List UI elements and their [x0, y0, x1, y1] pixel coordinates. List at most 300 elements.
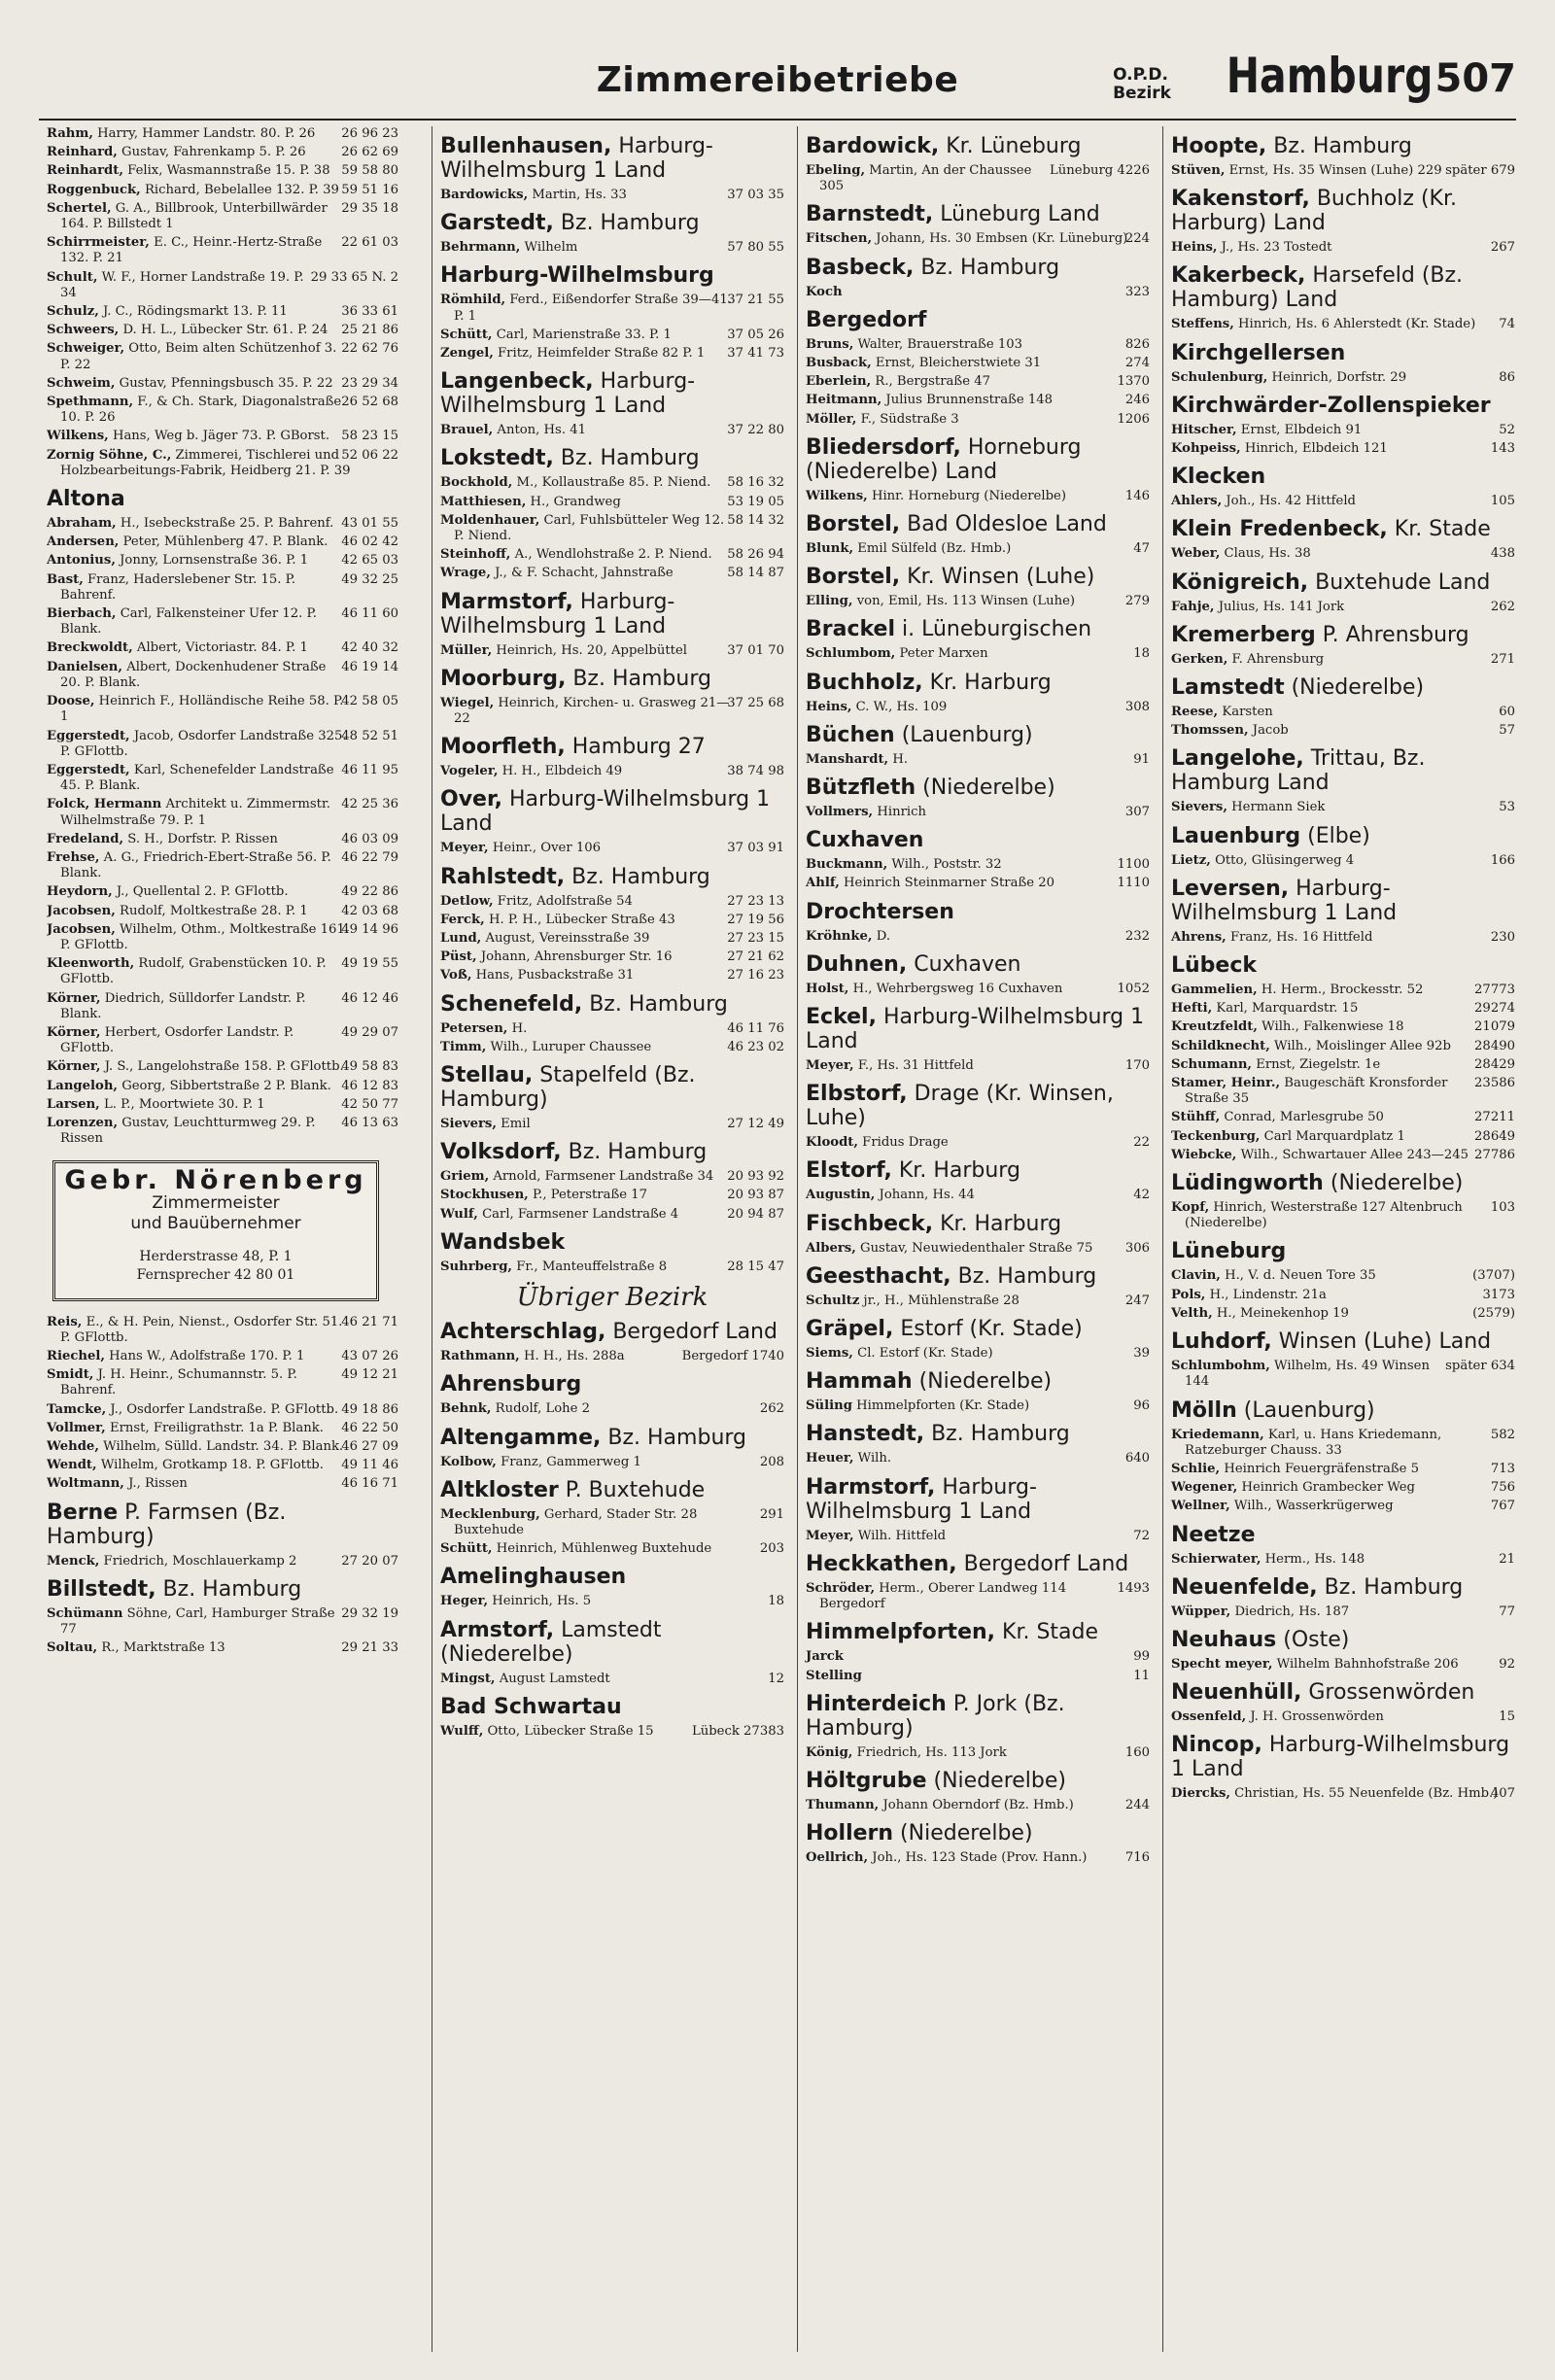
directory-entry	[1171, 853, 1515, 869]
entry-address: Christian, Hs. 55 Neuenfelde (Bz. Hmb.)	[1234, 1786, 1499, 1802]
entry-name: Schlie,	[1171, 1461, 1221, 1476]
directory-entry	[47, 1402, 398, 1418]
phone-number: 271	[1490, 651, 1515, 667]
entry-name: Meyer,	[440, 841, 489, 856]
entry-address: Hinrich, Elbdeich 121	[1244, 441, 1388, 457]
entry-name: Gerken,	[1171, 651, 1228, 667]
entry-address: Wilh., Falkenwiese 18	[1261, 1019, 1404, 1035]
directory-entry	[47, 145, 398, 160]
entry-address: Heinrich F., Holländische Reihe 58. P. 1	[60, 694, 344, 725]
locality-region: (Lauenburg)	[901, 722, 1033, 747]
directory-entry	[47, 429, 398, 444]
phone-number: 42 50 77	[341, 1096, 398, 1112]
entry-name: Velth,	[1171, 1305, 1213, 1321]
entry-name: Schildknecht,	[1171, 1038, 1270, 1053]
locality-heading	[440, 865, 784, 889]
entry-address: Heinrich, Hs. 20, Appelbüttel	[496, 642, 687, 658]
locality-heading	[1171, 623, 1515, 647]
phone-number: 37 03 35	[727, 188, 784, 202]
phone-number: 46 11 60	[341, 606, 398, 622]
directory-entry	[806, 374, 1150, 390]
entry-name: Kleenworth,	[47, 956, 135, 972]
entry-address: Ernst, Bleicherstwiete 31	[875, 356, 1042, 371]
directory-entry	[47, 516, 398, 532]
directory-entry	[440, 696, 784, 727]
entry-address: Carl, Farmsener Landstraße 4	[482, 1206, 679, 1222]
entry-address: Gustav, Fahrenkamp 5. P. 26	[121, 145, 306, 160]
entry-name: Timm,	[440, 1039, 487, 1054]
locality-region: Harburg-Wilhelmsburg 1 Land	[1171, 876, 1398, 925]
directory-entry	[47, 235, 398, 266]
locality-region: Kr. Harburg	[898, 1158, 1020, 1184]
locality-name: Kremerberg	[1171, 622, 1316, 647]
entry-address: Fritz, Adolfstraße 54	[497, 893, 633, 909]
locality-name: Rahlstedt,	[440, 864, 566, 889]
locality-region: Harburg-Wilhelmsburg 1 Land	[806, 1005, 1145, 1054]
locality-name: Garstedt,	[440, 211, 554, 236]
directory-entry	[806, 594, 1150, 609]
entry-name: Fahje,	[1171, 599, 1215, 614]
entry-address: Arnold, Farmsener Landstraße 34	[493, 1169, 714, 1185]
directory-entry	[806, 876, 1150, 891]
entry-address: E. C., Heinr.-Hertz-Straße 132. P. 21	[60, 235, 323, 266]
phone-number: 160	[1124, 1744, 1150, 1760]
entry-address: P., Peterstraße 17	[532, 1188, 648, 1203]
locality-region: P. Jork (Bz. Hamburg)	[806, 1691, 1065, 1741]
phone-number: 27 19 56	[727, 912, 784, 927]
directory-entry	[1171, 930, 1515, 946]
directory-entry	[1171, 1462, 1515, 1477]
locality-heading	[440, 446, 784, 470]
region-name: Hamburg	[1226, 48, 1434, 104]
locality-name: Hoopte,	[1171, 134, 1267, 158]
entry-name: Schütt,	[440, 1541, 493, 1557]
locality-heading	[1171, 1398, 1515, 1423]
locality-name: Moorburg,	[440, 666, 567, 691]
directory-entry	[806, 929, 1150, 945]
entry-name: Smidt,	[47, 1367, 94, 1383]
entry-address: Johann, Hs. 30 Embsen (Kr. Lüneburg)	[876, 231, 1128, 247]
locality-heading	[440, 1478, 784, 1502]
entry-name: Wilkens,	[47, 429, 109, 444]
entry-address: Hermann Siek	[1231, 800, 1326, 815]
section-heading: Übriger Bezirk	[516, 1283, 708, 1313]
phone-number: 826	[1124, 336, 1150, 352]
locality-name: Neuenfelde,	[1171, 1574, 1318, 1600]
entry-name: Thumann,	[806, 1797, 880, 1812]
phone-number: 37 22 80	[727, 423, 784, 438]
entry-address: Fridus Drage	[862, 1135, 949, 1151]
section-title: Zimmereibetriebe	[596, 60, 959, 100]
locality-name: Büchen	[806, 722, 895, 747]
locality-region: Drage (Kr. Winsen, Luhe)	[806, 1082, 1114, 1131]
entry-address: Carl Marquardplatz 1	[1263, 1128, 1405, 1144]
locality-region: (Elbe)	[1307, 823, 1370, 848]
locality-region: (Niederelbe)	[933, 1768, 1066, 1793]
locality-name: Over,	[440, 787, 502, 812]
locality-name: Bergedorf	[806, 307, 927, 332]
phone-number: 29 35 18	[341, 200, 398, 216]
locality-heading	[806, 1422, 1150, 1446]
directory-entry	[806, 700, 1150, 715]
phone-number: 29 33 65 N. 2	[310, 269, 398, 285]
entry-name: Steffens,	[1171, 317, 1234, 332]
locality-region: Harburg-Wilhelmsburg 1 Land	[806, 1474, 1037, 1524]
locality-name: Wandsbek	[440, 1229, 566, 1255]
directory-entry	[1171, 370, 1515, 386]
phone-number: 59 58 80	[341, 163, 398, 179]
entry-name: Bardowicks,	[440, 188, 529, 202]
directory-entry	[806, 1798, 1150, 1813]
entry-address: Otto, Beim alten Schützenhof 3. P. 22	[60, 341, 337, 372]
locality-name: Mölln	[1171, 1397, 1237, 1423]
entry-name: Brauel,	[440, 423, 494, 438]
entry-name: Heitmann,	[806, 393, 882, 408]
entry-name: Ferck,	[440, 912, 485, 927]
entry-address: Himmelpforten (Kr. Stade)	[856, 1398, 1030, 1414]
locality-heading	[440, 1372, 784, 1397]
entry-address: Wilh., Moislinger Allee 92b	[1274, 1038, 1451, 1053]
phone-number: 37 41 73	[727, 346, 784, 362]
entry-name: Elling,	[806, 594, 853, 609]
entry-name: Kreutzfeldt,	[1171, 1019, 1258, 1035]
phone-number: 28490	[1474, 1038, 1515, 1053]
directory-entry	[440, 495, 784, 510]
phone-number: 47	[1133, 541, 1150, 557]
phone-number: 58 14 87	[727, 566, 784, 581]
entry-address: Ferd., Eißendorfer Straße 39—41. P. 1	[454, 293, 732, 324]
entry-name: Buckmann,	[806, 857, 888, 873]
directory-entry	[1171, 1039, 1515, 1054]
directory-entry	[1171, 1200, 1515, 1231]
phone-number: 74	[1499, 317, 1515, 332]
locality-heading	[1171, 675, 1515, 700]
entry-name: Stelling	[806, 1668, 862, 1683]
locality-region: (Niederelbe)	[900, 1821, 1033, 1846]
locality-name: Lamstedt	[1171, 675, 1285, 701]
locality-region: (Lauenburg)	[1243, 1397, 1375, 1423]
entry-name: Kopf,	[1171, 1200, 1210, 1216]
entry-name: Voß,	[440, 968, 472, 983]
directory-entry	[440, 1541, 784, 1557]
directory-entry	[440, 1259, 784, 1275]
directory-entry	[806, 857, 1150, 873]
locality-name: Lokstedt,	[440, 446, 554, 471]
locality-heading	[806, 1264, 1150, 1289]
entry-address: von, Emil, Hs. 113 Winsen (Luhe)	[856, 594, 1076, 609]
locality-region: Cuxhaven	[914, 951, 1021, 977]
entry-address: Wilhelm, Grotkamp 18. P. GFlottb.	[100, 1458, 324, 1473]
entry-name: Jacobsen,	[47, 903, 116, 918]
phone-number: 756	[1490, 1480, 1515, 1496]
entry-name: Püst,	[440, 949, 477, 965]
entry-name: Soltau,	[47, 1640, 98, 1656]
locality-heading	[806, 1369, 1150, 1394]
locality-name: Volksdorf,	[440, 1140, 562, 1165]
entry-name: Meyer,	[806, 1528, 854, 1543]
entry-address: A., Wendlohstraße 2. P. Niend.	[514, 547, 712, 563]
entry-name: Larsen,	[47, 1096, 100, 1112]
entry-name: Jacobsen,	[47, 921, 116, 937]
entry-name: Schulz,	[47, 304, 99, 320]
locality-heading	[440, 787, 784, 836]
directory-entry	[1171, 1288, 1515, 1303]
phone-number: 38 74 98	[727, 764, 784, 779]
phone-number: 46 13 63	[341, 1115, 398, 1130]
locality-name: Lüneburg	[1171, 1239, 1287, 1264]
entry-name: Rahm,	[47, 126, 93, 141]
entry-address: Heinrich, Hs. 5	[492, 1594, 592, 1609]
entry-address: Heinrich Feuergräfenstraße 5	[1224, 1461, 1420, 1476]
locality-name: Hinterdeich	[806, 1691, 947, 1716]
entry-address: jr., H., Mühlenstraße 28	[863, 1293, 1019, 1308]
locality-name: Nincop,	[1171, 1733, 1262, 1758]
locality-name: Eckel,	[806, 1005, 877, 1030]
locality-name: Langenbeck,	[440, 369, 594, 395]
locality-region: Bz. Hamburg	[1273, 134, 1412, 158]
entry-name: Vogeler,	[440, 764, 499, 779]
directory-entry	[1171, 1268, 1515, 1284]
phone-number: Bergedorf 1740	[681, 1349, 784, 1364]
entry-name: Bockhold,	[440, 475, 513, 491]
entry-address: H., Isebeckstraße 25. P. Bahrenf.	[120, 516, 334, 532]
phone-number: 262	[1490, 599, 1515, 614]
phone-number: 46 12 46	[341, 990, 398, 1006]
directory-entry	[47, 729, 398, 760]
entry-name: Wiegel,	[440, 695, 495, 710]
entry-address: August, Vereinsstraße 39	[485, 931, 650, 947]
entry-name: Vollmers,	[806, 805, 874, 820]
locality-name: Leversen,	[1171, 876, 1290, 901]
entry-name: Spethmann,	[47, 395, 134, 410]
entry-address: H.	[892, 751, 909, 767]
directory-entry	[1171, 1148, 1515, 1163]
phone-number: 53 19 05	[727, 494, 784, 509]
entry-address: Martin, Hs. 33	[532, 188, 627, 202]
entry-address: Wilh., Luruper Chaussee	[490, 1039, 652, 1054]
directory-entry	[47, 553, 398, 569]
locality-region: Bergedorf Land	[612, 1320, 778, 1345]
directory-entry	[806, 541, 1150, 557]
locality-heading	[1171, 1171, 1515, 1195]
phone-number: 1100	[1117, 857, 1150, 873]
entry-address: S. H., Dorfstr. P. Rissen	[127, 831, 278, 846]
entry-address: Wilhelm, Hs. 49 Winsen 144	[1185, 1359, 1430, 1390]
locality-region: Kr. Harburg	[929, 670, 1052, 695]
phone-number: 25 21 86	[341, 323, 398, 338]
entry-name: Koch	[806, 284, 843, 299]
phone-number: 58 26 94	[727, 547, 784, 563]
entry-address: Claus, Hs. 38	[1224, 546, 1311, 562]
locality-heading	[1171, 1523, 1515, 1547]
directory-entry	[806, 1451, 1150, 1466]
locality-heading	[1171, 824, 1515, 848]
locality-name: Himmelpforten,	[806, 1620, 996, 1645]
locality-name: Bullenhausen,	[440, 134, 612, 158]
column-2	[432, 126, 784, 2352]
entry-name: Bruns,	[806, 336, 854, 352]
entry-name: Holst,	[806, 981, 849, 996]
entry-address: Ernst, Hs. 35 Winsen (Luhe) 229	[1228, 163, 1442, 178]
locality-region: Bz. Hamburg	[572, 666, 711, 691]
directory-entry	[1171, 600, 1515, 615]
entry-address: Friedrich, Moschlauerkamp 2	[103, 1553, 297, 1569]
directory-entry	[806, 1850, 1150, 1866]
entry-address: Carl, Fuhlsbütteler Weg 12. P. Niend.	[454, 512, 725, 544]
entry-name: Heger,	[440, 1594, 489, 1609]
entry-address: Joh., Hs. 123 Stade (Prov. Hann.)	[872, 1850, 1088, 1866]
phone-number: 46 19 14	[341, 659, 398, 674]
locality-heading	[1171, 953, 1515, 978]
locality-heading	[806, 828, 1150, 852]
entry-name: Busback,	[806, 356, 872, 371]
entry-name: Mecklenburg,	[440, 1506, 540, 1522]
ad-firm-name: Gebr. Nörenberg	[64, 1165, 367, 1196]
phone-number: 323	[1124, 284, 1150, 299]
entry-address: Wilh., Poststr. 32	[891, 857, 1002, 873]
phone-number: 1052	[1117, 981, 1150, 996]
phone-number: 37 25 68	[727, 695, 784, 710]
locality-heading	[1171, 263, 1515, 312]
entry-address: Fr., Manteuffelstraße 8	[516, 1259, 668, 1274]
entry-name: Gammelien,	[1171, 983, 1258, 998]
locality-name: Barnstedt,	[806, 202, 934, 227]
entry-address: Architekt u. Zimmermstr. Wilhelmstraße 79. P. 1	[60, 797, 330, 828]
locality-name: Lauenburg	[1171, 823, 1301, 848]
phone-number: 28429	[1474, 1056, 1515, 1072]
phone-number: 1110	[1117, 876, 1150, 891]
locality-region: Bz. Hamburg	[607, 1425, 747, 1450]
phone-number: 53	[1499, 800, 1515, 815]
entry-name: Körner,	[47, 1024, 101, 1040]
locality-region: (Niederelbe)	[922, 776, 1055, 801]
directory-entry	[47, 535, 398, 550]
entry-address: Albert, Dockenhudener Straße 20. P. Blank.	[60, 659, 327, 690]
phone-number: 12	[768, 1671, 784, 1686]
locality-heading	[1171, 517, 1515, 541]
entry-address: Julius, Hs. 141 Jork	[1218, 599, 1345, 614]
opd-label	[1113, 66, 1171, 103]
entry-address: Herbert, Osdorfer Landstr. P. GFlottb.	[60, 1024, 294, 1056]
phone-number: 22 61 03	[341, 235, 398, 251]
locality-name: Königreich,	[1171, 569, 1309, 595]
entry-name: Lietz,	[1171, 852, 1211, 868]
entry-address: Johann, Ahrensburger Str. 16	[480, 949, 673, 965]
locality-heading	[440, 211, 784, 235]
entry-name: Kriedemann,	[1171, 1427, 1264, 1442]
directory-entry	[1171, 1786, 1515, 1802]
entry-address: Heinrich, Kirchen- u. Grasweg 21—22	[454, 695, 730, 727]
entry-address: Zimmerei, Tischlerei und Holzbearbeitungs-Fabrik, Heidberg 21. P. 39	[60, 447, 351, 478]
directory-entry	[1171, 441, 1515, 457]
directory-entry	[47, 1367, 398, 1398]
locality-name: Kakerbeck,	[1171, 263, 1306, 289]
entry-address: Wilhelm	[524, 240, 578, 256]
directory-entry	[806, 337, 1150, 353]
directory-entry	[440, 346, 784, 362]
locality-region: Bz. Hamburg	[1324, 1574, 1464, 1600]
entry-name: Sievers,	[440, 1117, 497, 1132]
directory-entry	[1171, 1076, 1515, 1107]
phone-number: 11	[1133, 1668, 1150, 1683]
entry-address: D.	[876, 928, 891, 944]
phone-number: 77	[1499, 1604, 1515, 1619]
locality-name: Billstedt,	[47, 1576, 156, 1602]
entry-address: Otto, Glüsingerweg 4	[1215, 852, 1355, 868]
directory-entry	[1171, 240, 1515, 256]
entry-name: Wüpper,	[1171, 1604, 1231, 1619]
locality-heading	[440, 992, 784, 1017]
entry-name: Heuer,	[806, 1451, 854, 1466]
entry-address: Heinrich Steinmarner Straße 20	[844, 876, 1055, 891]
directory-entry	[806, 646, 1150, 662]
phone-number: 49 14 96	[341, 921, 398, 937]
header-right	[1113, 49, 1516, 103]
phone-number: 42 40 32	[341, 640, 398, 656]
phone-number: 42 65 03	[341, 553, 398, 569]
entry-address: R., Marktstraße 13	[101, 1640, 225, 1656]
locality-region: Bz. Hamburg	[931, 1422, 1070, 1447]
entry-name: Tamcke,	[47, 1401, 107, 1417]
phone-number: 86	[1499, 369, 1515, 385]
entry-address: Franz, Haderslebener Str. 15. P. Bahrenf.	[60, 571, 296, 603]
locality-region: Harburg-Wilhelmsburg 1 Land	[440, 787, 771, 837]
entry-name: Thomssen,	[1171, 723, 1249, 739]
directory-entry	[806, 1241, 1150, 1257]
entry-address: Wilhelm Bahnhofstraße 206	[1276, 1656, 1459, 1672]
directory-entry	[1171, 1001, 1515, 1017]
entry-name: Siems,	[806, 1346, 853, 1362]
phone-number: 1206	[1117, 411, 1150, 427]
directory-entry	[47, 763, 398, 794]
phone-number: (3707)	[1472, 1268, 1515, 1284]
entry-name: Schlumbohm,	[1171, 1359, 1270, 1374]
locality-region: Kr. Harburg	[940, 1211, 1062, 1236]
directory-entry	[440, 240, 784, 256]
entry-name: Langeloh,	[47, 1078, 119, 1093]
locality-heading	[1171, 1329, 1515, 1354]
entry-name: Fredeland,	[47, 831, 124, 846]
entry-name: König,	[806, 1744, 853, 1760]
locality-region: P. Farmsen (Bz. Hamburg)	[47, 1500, 287, 1549]
directory-entry	[440, 293, 784, 324]
locality-heading	[806, 952, 1150, 977]
entry-address: Franz, Hs. 16 Hittfeld	[1229, 929, 1373, 945]
directory-entry	[47, 1097, 398, 1113]
locality-name: Altengamme,	[440, 1425, 602, 1450]
entry-name: Oellrich,	[806, 1850, 869, 1866]
locality-region: Horneburg (Niederelbe) Land	[806, 434, 1082, 484]
entry-address: Hinr. Horneburg (Niederelbe)	[871, 488, 1066, 503]
entry-address: Hinrich	[877, 805, 926, 820]
entry-address: Wilh., Schwartauer Allee 243—245	[1240, 1147, 1469, 1162]
phone-number: 52	[1499, 422, 1515, 437]
ad-contact	[61, 1248, 370, 1285]
phone-number: 143	[1490, 441, 1515, 457]
entry-name: Kloodt,	[806, 1135, 858, 1151]
entry-address: Cl. Estorf (Kr. Stade)	[857, 1346, 993, 1362]
entry-name: Eggerstedt,	[47, 762, 130, 777]
locality-name: Heckkathen,	[806, 1551, 957, 1576]
phone-number: 438	[1490, 546, 1515, 562]
phone-number: 208	[759, 1454, 784, 1469]
entry-name: Stamer, Heinr.,	[1171, 1076, 1281, 1091]
directory-entry	[47, 1079, 398, 1094]
phone-number: 58 14 32	[727, 512, 784, 528]
phone-number: 46 23 02	[727, 1039, 784, 1054]
phone-number: 27 21 62	[727, 949, 784, 965]
phone-number: 52 06 22	[341, 447, 398, 463]
